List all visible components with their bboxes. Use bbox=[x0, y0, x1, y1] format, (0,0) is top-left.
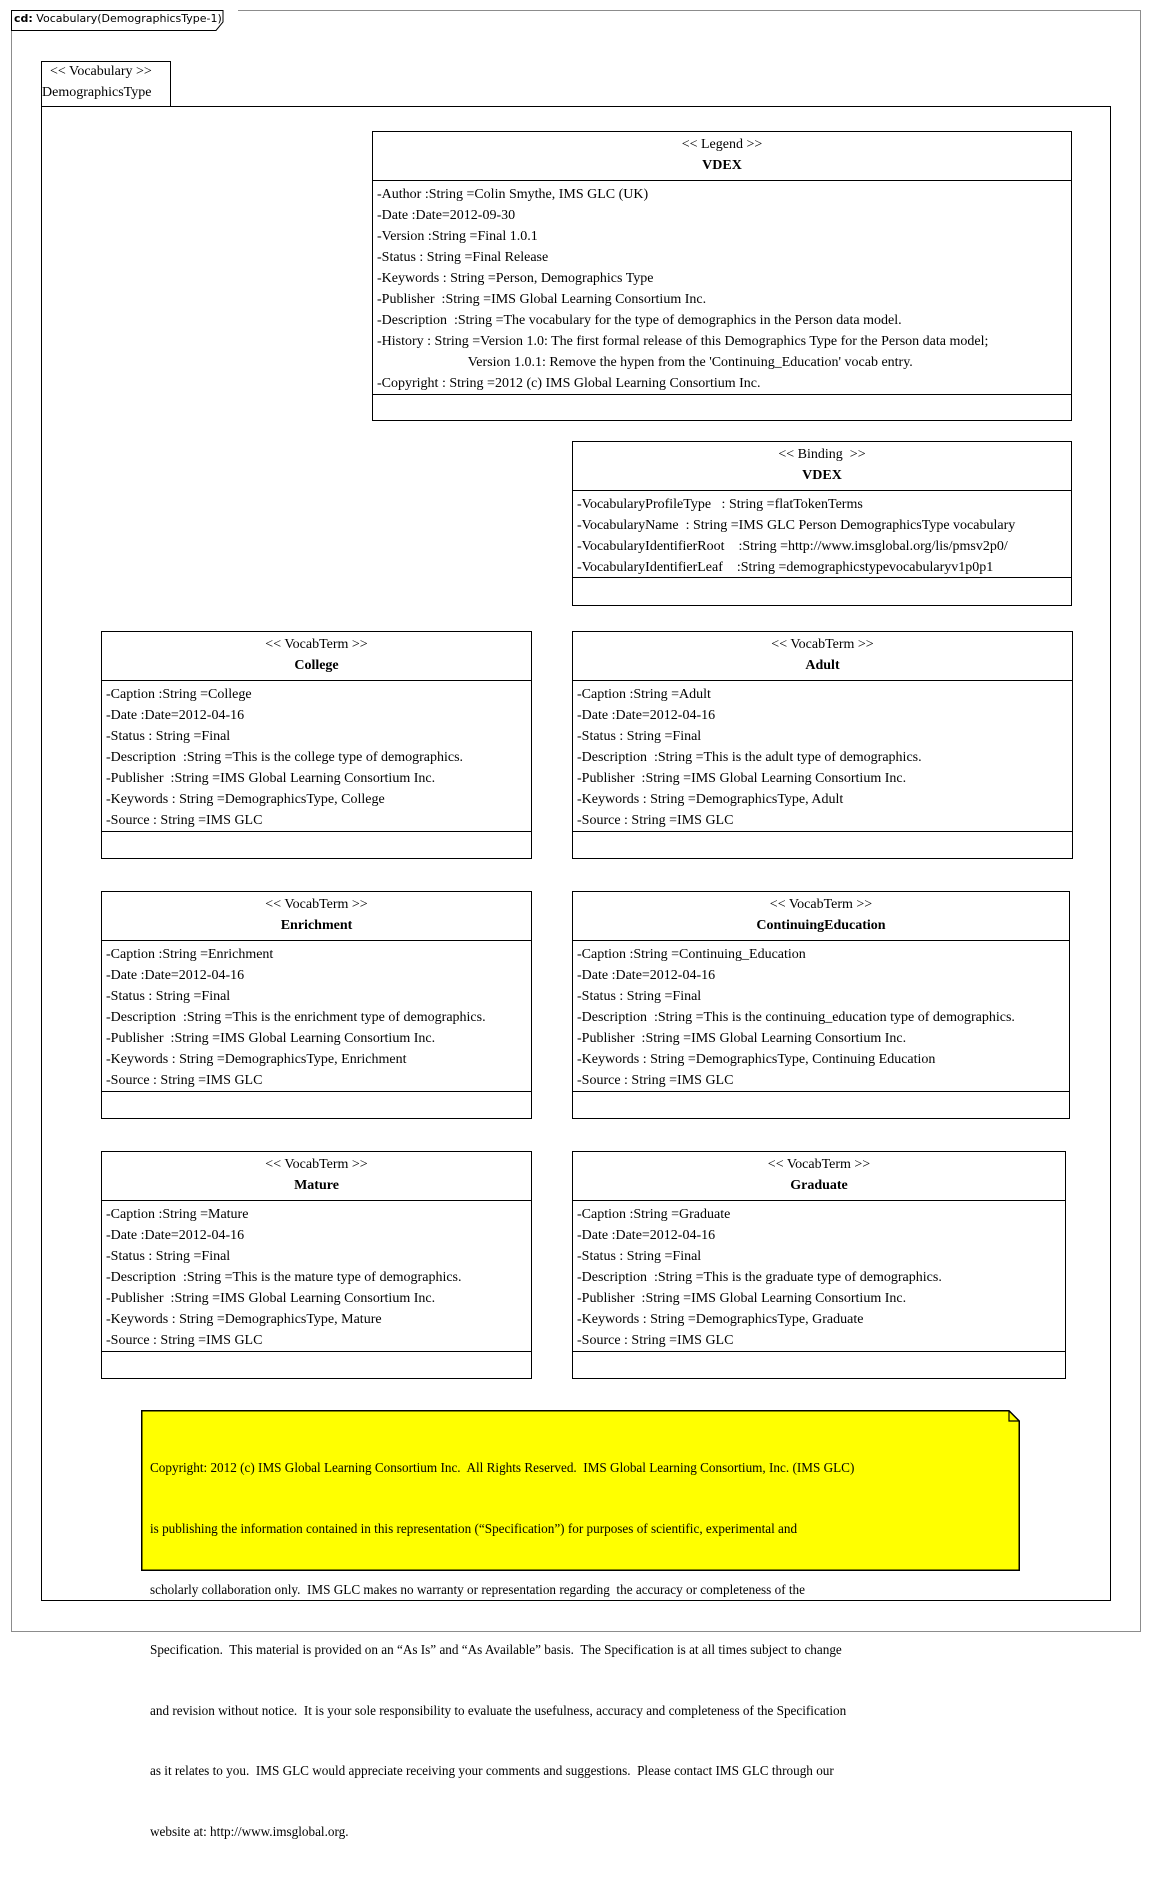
frame-title: Vocabulary(DemographicsType-1) bbox=[36, 12, 222, 25]
class-stereotype: << VocabTerm >> bbox=[771, 637, 874, 652]
attribute: -Source : String =IMS GLC bbox=[106, 1073, 263, 1088]
attribute: -Status : String =Final bbox=[106, 1249, 231, 1264]
attribute: -Description :String =This is the graduate type of demographics. bbox=[577, 1270, 942, 1285]
note-line: as it relates to you. IMS GLC would appreciate receiving your comments and suggestions. Please contact IMS GLC through our bbox=[150, 1763, 834, 1779]
attribute: -Publisher :String =IMS Global Learning Consortium Inc. bbox=[106, 1291, 436, 1306]
attribute: -VocabularyIdentifierLeaf :String =demographicstypevocabularyv1p0p1 bbox=[577, 560, 994, 575]
attribute: Version 1.0.1: Remove the hypen from the 'Continuing_Education' vocab entry. bbox=[377, 355, 913, 370]
class-name: ContinuingEducation bbox=[756, 918, 886, 933]
attribute: -Publisher :String =IMS Global Learning Consortium Inc. bbox=[577, 1291, 907, 1306]
class-stereotype: << VocabTerm >> bbox=[265, 1157, 368, 1172]
vocabterm-mature[interactable] bbox=[101, 1151, 532, 1379]
attribute: -Publisher :String =IMS Global Learning Consortium Inc. bbox=[377, 292, 707, 307]
frame-keyword: cd: bbox=[14, 12, 33, 25]
class-header bbox=[102, 1152, 531, 1201]
attribute: -Description :String =This is the continuing_education type of demographics. bbox=[577, 1010, 1015, 1025]
class-stereotype: << VocabTerm >> bbox=[767, 1157, 871, 1172]
attribute: -Caption :String =Enrichment bbox=[106, 947, 274, 962]
attribute: -Source : String =IMS GLC bbox=[577, 813, 734, 828]
attribute: -Keywords : String =DemographicsType, Graduate bbox=[577, 1312, 864, 1327]
attribute: -Publisher :String =IMS Global Learning Consortium Inc. bbox=[577, 771, 907, 786]
class-stereotype: << Legend >> bbox=[681, 137, 763, 152]
attribute: -Version :String =Final 1.0.1 bbox=[377, 229, 538, 244]
class-name: Graduate bbox=[790, 1178, 848, 1193]
attribute: -Keywords : String =DemographicsType, College bbox=[106, 792, 385, 807]
class-header bbox=[573, 892, 1069, 941]
class-name: VDEX bbox=[802, 468, 842, 483]
attribute: -Publisher :String =IMS Global Learning Consortium Inc. bbox=[106, 771, 436, 786]
attribute: -Date :Date=2012-04-16 bbox=[577, 708, 716, 723]
class-operations bbox=[102, 1351, 531, 1378]
attribute: -Keywords : String =DemographicsType, Continuing Education bbox=[577, 1052, 936, 1067]
note-line: and revision without notice. It is your sole responsibility to evaluate the usefulness, accuracy and completeness of the Specification bbox=[150, 1702, 847, 1718]
vocabterm-adult[interactable] bbox=[572, 631, 1073, 859]
class-attributes bbox=[106, 684, 529, 831]
attribute: -Date :Date=2012-04-16 bbox=[106, 708, 245, 723]
attribute: -Date :Date=2012-04-16 bbox=[577, 968, 716, 983]
attribute: -Caption :String =College bbox=[106, 687, 252, 702]
attribute: -Caption :String =Graduate bbox=[577, 1207, 731, 1222]
attribute: -Description :String =The vocabulary for the type of demographics in the Person data model. bbox=[377, 313, 902, 328]
binding-class[interactable] bbox=[572, 441, 1072, 606]
note-line: scholarly collaboration only. IMS GLC makes no warranty or representation regarding the accuracy or completeness of the bbox=[150, 1581, 806, 1597]
attribute: -Description :String =This is the adult type of demographics. bbox=[577, 750, 922, 765]
attribute: -Source : String =IMS GLC bbox=[106, 813, 263, 828]
attribute: -Date :Date=2012-04-16 bbox=[106, 968, 245, 983]
class-header bbox=[102, 632, 531, 681]
note-text bbox=[150, 1418, 854, 1883]
attribute: -Keywords : String =DemographicsType, Adult bbox=[577, 792, 844, 807]
note-line: website at: http://www.imsglobal.org. bbox=[150, 1824, 349, 1840]
attribute: -Caption :String =Continuing_Education bbox=[577, 947, 806, 962]
attribute: -Status : String =Final bbox=[106, 729, 231, 744]
class-attributes bbox=[577, 1204, 1063, 1351]
attribute: -Date :Date=2012-09-30 bbox=[377, 208, 516, 223]
class-name: College bbox=[294, 658, 339, 673]
attribute: -Keywords : String =DemographicsType, Mature bbox=[106, 1312, 382, 1327]
attribute: -Publisher :String =IMS Global Learning Consortium Inc. bbox=[106, 1031, 436, 1046]
class-attributes bbox=[577, 684, 1070, 831]
attribute: -Status : String =Final bbox=[106, 989, 231, 1004]
legend-class[interactable] bbox=[372, 131, 1072, 421]
attribute: -Caption :String =Adult bbox=[577, 687, 711, 702]
class-name: Mature bbox=[294, 1178, 339, 1193]
class-operations bbox=[573, 1091, 1069, 1118]
note-line: Specification. This material is provided on an “As Is” and “As Available” basis. The Specification is at all times subject to change bbox=[150, 1642, 842, 1658]
attribute: -Date :Date=2012-04-16 bbox=[106, 1228, 245, 1243]
copyright-note[interactable] bbox=[141, 1410, 1020, 1840]
vocabterm-continuingeducation[interactable] bbox=[572, 891, 1070, 1119]
class-header bbox=[573, 632, 1072, 681]
attribute: -Source : String =IMS GLC bbox=[106, 1333, 263, 1348]
attribute: -VocabularyName : String =IMS GLC Person DemographicsType vocabulary bbox=[577, 518, 1016, 533]
class-operations bbox=[102, 831, 531, 858]
class-attributes bbox=[106, 944, 529, 1091]
class-header bbox=[573, 442, 1071, 491]
class-name: Enrichment bbox=[280, 918, 353, 933]
class-operations bbox=[573, 1351, 1065, 1378]
class-operations bbox=[573, 577, 1071, 605]
attribute: -Description :String =This is the mature type of demographics. bbox=[106, 1270, 462, 1285]
attribute: -History : String =Version 1.0: The first formal release of this Demographics Type for the Person data model; bbox=[377, 334, 989, 349]
attribute: -Source : String =IMS GLC bbox=[577, 1333, 734, 1348]
attribute: -Copyright : String =2012 (c) IMS Global Learning Consortium Inc. bbox=[377, 376, 761, 391]
class-header bbox=[373, 132, 1071, 181]
vocabterm-graduate[interactable] bbox=[572, 1151, 1066, 1379]
attribute: -Status : String =Final bbox=[577, 729, 702, 744]
class-operations bbox=[373, 394, 1071, 420]
attribute: -Author :String =Colin Smythe, IMS GLC (UK) bbox=[377, 187, 649, 202]
attribute: -VocabularyProfileType : String =flatTokenTerms bbox=[577, 497, 863, 512]
class-name: VDEX bbox=[702, 158, 742, 173]
note-line: is publishing the information contained in this representation (“Specification”) for purposes of scientific, experimental and bbox=[150, 1521, 798, 1537]
note-line: Copyright: 2012 (c) IMS Global Learning Consortium Inc. All Rights Reserved. IMS Global Learning Consortium, Inc. (IMS GLC) bbox=[150, 1460, 855, 1476]
attribute: -VocabularyIdentifierRoot :String =http://www.imsglobal.org/lis/pmsv2p0/ bbox=[577, 539, 1008, 554]
package-tab[interactable] bbox=[41, 61, 171, 107]
attribute: -Date :Date=2012-04-16 bbox=[577, 1228, 716, 1243]
attribute: -Publisher :String =IMS Global Learning Consortium Inc. bbox=[577, 1031, 907, 1046]
class-stereotype: << VocabTerm >> bbox=[265, 897, 368, 912]
attribute: -Keywords : String =DemographicsType, Enrichment bbox=[106, 1052, 407, 1067]
class-header bbox=[573, 1152, 1065, 1201]
class-stereotype: << Binding >> bbox=[778, 447, 866, 462]
class-attributes bbox=[577, 494, 1069, 578]
vocabterm-enrichment[interactable] bbox=[101, 891, 532, 1119]
class-header bbox=[102, 892, 531, 941]
attribute: -Status : String =Final Release bbox=[377, 250, 549, 265]
package-stereotype: << Vocabulary >> bbox=[50, 64, 152, 79]
vocabterm-college[interactable] bbox=[101, 631, 532, 859]
class-attributes bbox=[577, 944, 1067, 1091]
attribute: -Status : String =Final bbox=[577, 989, 702, 1004]
attribute: -Description :String =This is the enrichment type of demographics. bbox=[106, 1010, 486, 1025]
class-name: Adult bbox=[805, 658, 840, 673]
class-attributes bbox=[106, 1204, 529, 1351]
attribute: -Caption :String =Mature bbox=[106, 1207, 249, 1222]
class-operations bbox=[573, 831, 1072, 858]
diagram-frame-tab bbox=[11, 10, 238, 31]
attribute: -Status : String =Final bbox=[577, 1249, 702, 1264]
attribute: -Keywords : String =Person, Demographics Type bbox=[377, 271, 654, 286]
class-stereotype: << VocabTerm >> bbox=[265, 637, 368, 652]
class-operations bbox=[102, 1091, 531, 1118]
class-stereotype: << VocabTerm >> bbox=[769, 897, 873, 912]
package-name: DemographicsType bbox=[42, 85, 152, 100]
attribute: -Source : String =IMS GLC bbox=[577, 1073, 734, 1088]
class-attributes bbox=[377, 184, 1069, 394]
attribute: -Description :String =This is the college type of demographics. bbox=[106, 750, 464, 765]
